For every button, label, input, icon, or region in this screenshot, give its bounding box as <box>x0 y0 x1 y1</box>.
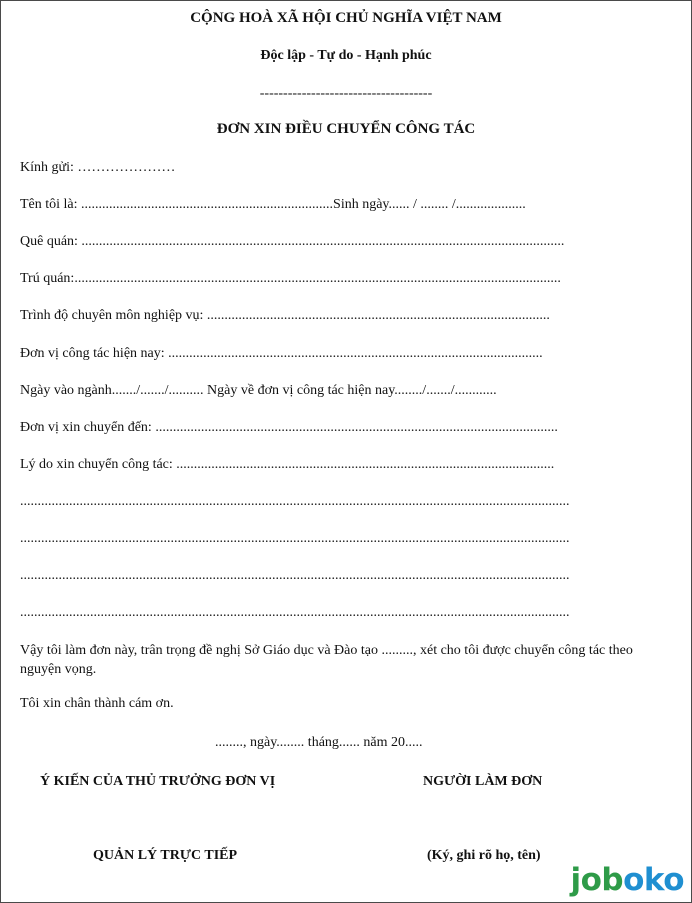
thanks-line: Tôi xin chân thành cám ơn. <box>20 696 174 711</box>
document-title: ĐƠN XIN ĐIỀU CHUYỂN CÔNG TÁC <box>216 121 476 137</box>
join-dates-line: Ngày vào ngành......./......./.......... Ngày về đơn vị công tác hiện nay......../......./............ <box>20 383 497 398</box>
hometown-line: Quê quán: .......................................................................................................................................... <box>20 234 565 249</box>
qualification-line: Trình độ chuyên môn nghiệp vụ: .................................................................................................. <box>20 308 550 323</box>
recipient-line: Kính gửi: ………………… <box>20 160 176 175</box>
logo-part-oko: oko <box>623 862 684 898</box>
applicant-title: NGƯỜI LÀM ĐƠN <box>423 774 543 789</box>
motto: Độc lập - Tự do - Hạnh phúc <box>260 48 432 63</box>
logo-part-job: job <box>570 862 624 898</box>
dotted-line: ............................................................................................................................................................. <box>20 531 570 546</box>
separator-line: ------------------------------------- <box>259 86 433 101</box>
request-paragraph: Vậy tôi làm đơn này, trân trọng đề nghị Sở Giáo dục và Đào tạo ........., xét cho tôi được chuyển công tác theo nguyện vọng. <box>20 643 633 677</box>
name-birthdate-line: Tên tôi là: ........................................................................Sinh ngày...... / ........ /.................... <box>20 197 526 212</box>
dotted-line: ............................................................................................................................................................. <box>20 568 570 583</box>
residence-line: Trú quán:........................................................................................................................................... <box>20 271 561 286</box>
current-unit-line: Đơn vị công tác hiện nay: ........................................................................................................... <box>20 346 543 361</box>
supervisor-opinion-title: Ý KIẾN CỦA THỦ TRƯỞNG ĐƠN VỊ <box>40 774 276 789</box>
dotted-line: ............................................................................................................................................................. <box>20 605 570 620</box>
signature-instruction: (Ký, ghi rõ họ, tên) <box>427 848 541 863</box>
country-header: CỘNG HOÀ XÃ HỘI CHỦ NGHĨA VIỆT NAM <box>190 10 502 26</box>
direct-manager-subtitle: QUẢN LÝ TRỰC TIẾP <box>93 848 238 863</box>
dotted-line: ............................................................................................................................................................. <box>20 494 570 509</box>
joboko-logo <box>570 862 684 898</box>
target-unit-line: Đơn vị xin chuyển đến: ................................................................................................................... <box>20 420 558 435</box>
date-line: ........, ngày........ tháng...... năm 20..... <box>215 735 423 750</box>
reason-line: Lý do xin chuyển công tác: ............................................................................................................ <box>20 457 555 472</box>
